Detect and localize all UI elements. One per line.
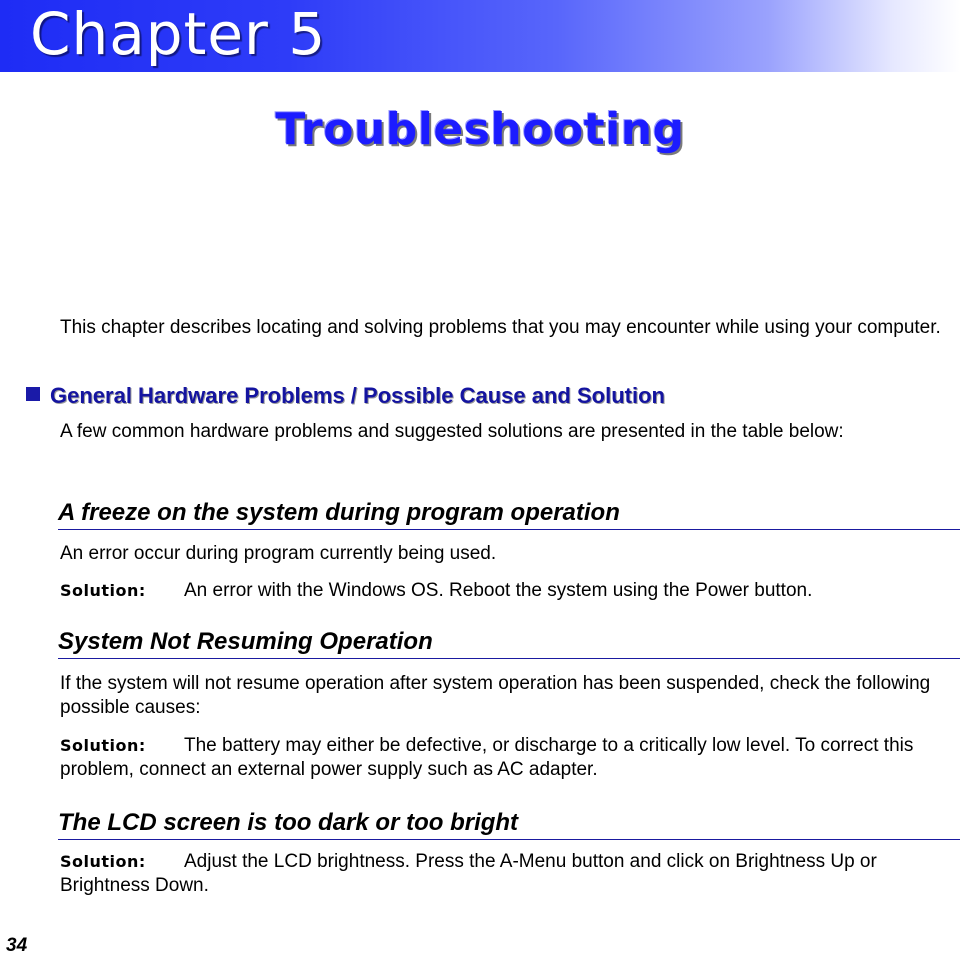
solution-text: Adjust the LCD brightness. Press the A-Menu button and click on Brightness Up or Brightness Down. <box>60 851 877 896</box>
problem-heading <box>58 807 960 840</box>
solution-text: An error with the Windows OS. Reboot the system using the Power button. <box>184 580 813 601</box>
problem-heading <box>58 497 960 530</box>
page-title: Troubleshooting <box>275 104 685 155</box>
problem-description: An error occur during program currently being used. <box>60 543 497 564</box>
square-bullet-icon <box>26 387 40 401</box>
solution-label: Solution: <box>60 581 146 600</box>
chapter-banner <box>0 0 960 72</box>
section-description: A few common hardware problems and suggested solutions are presented in the table below: <box>60 421 844 442</box>
problem-heading-text: The LCD screen is too dark or too bright <box>58 809 519 836</box>
problem-heading <box>58 626 960 659</box>
solution-block <box>60 579 960 603</box>
section-heading <box>26 380 960 412</box>
problem-description: If the system will not resume operation after system operation has been suspended, check the following possible causes: <box>60 673 931 718</box>
section-title: General Hardware Problems / Possible Cause and Solution <box>50 383 665 408</box>
intro-paragraph: This chapter describes locating and solving problems that you may encounter while using your computer. <box>60 317 941 338</box>
solution-label: Solution: <box>60 852 146 871</box>
page-number: 34 <box>6 935 28 956</box>
solution-text: The battery may either be defective, or discharge to a critically low level. To correct this problem, connect an external power supply such as AC adapter. <box>60 735 914 780</box>
problem-heading-text: System Not Resuming Operation <box>58 628 433 655</box>
solution-block <box>60 734 960 782</box>
solution-block <box>60 850 960 898</box>
solution-label: Solution: <box>60 736 146 755</box>
problem-heading-text: A freeze on the system during program operation <box>58 499 620 526</box>
chapter-label: Chapter 5 <box>30 0 327 68</box>
